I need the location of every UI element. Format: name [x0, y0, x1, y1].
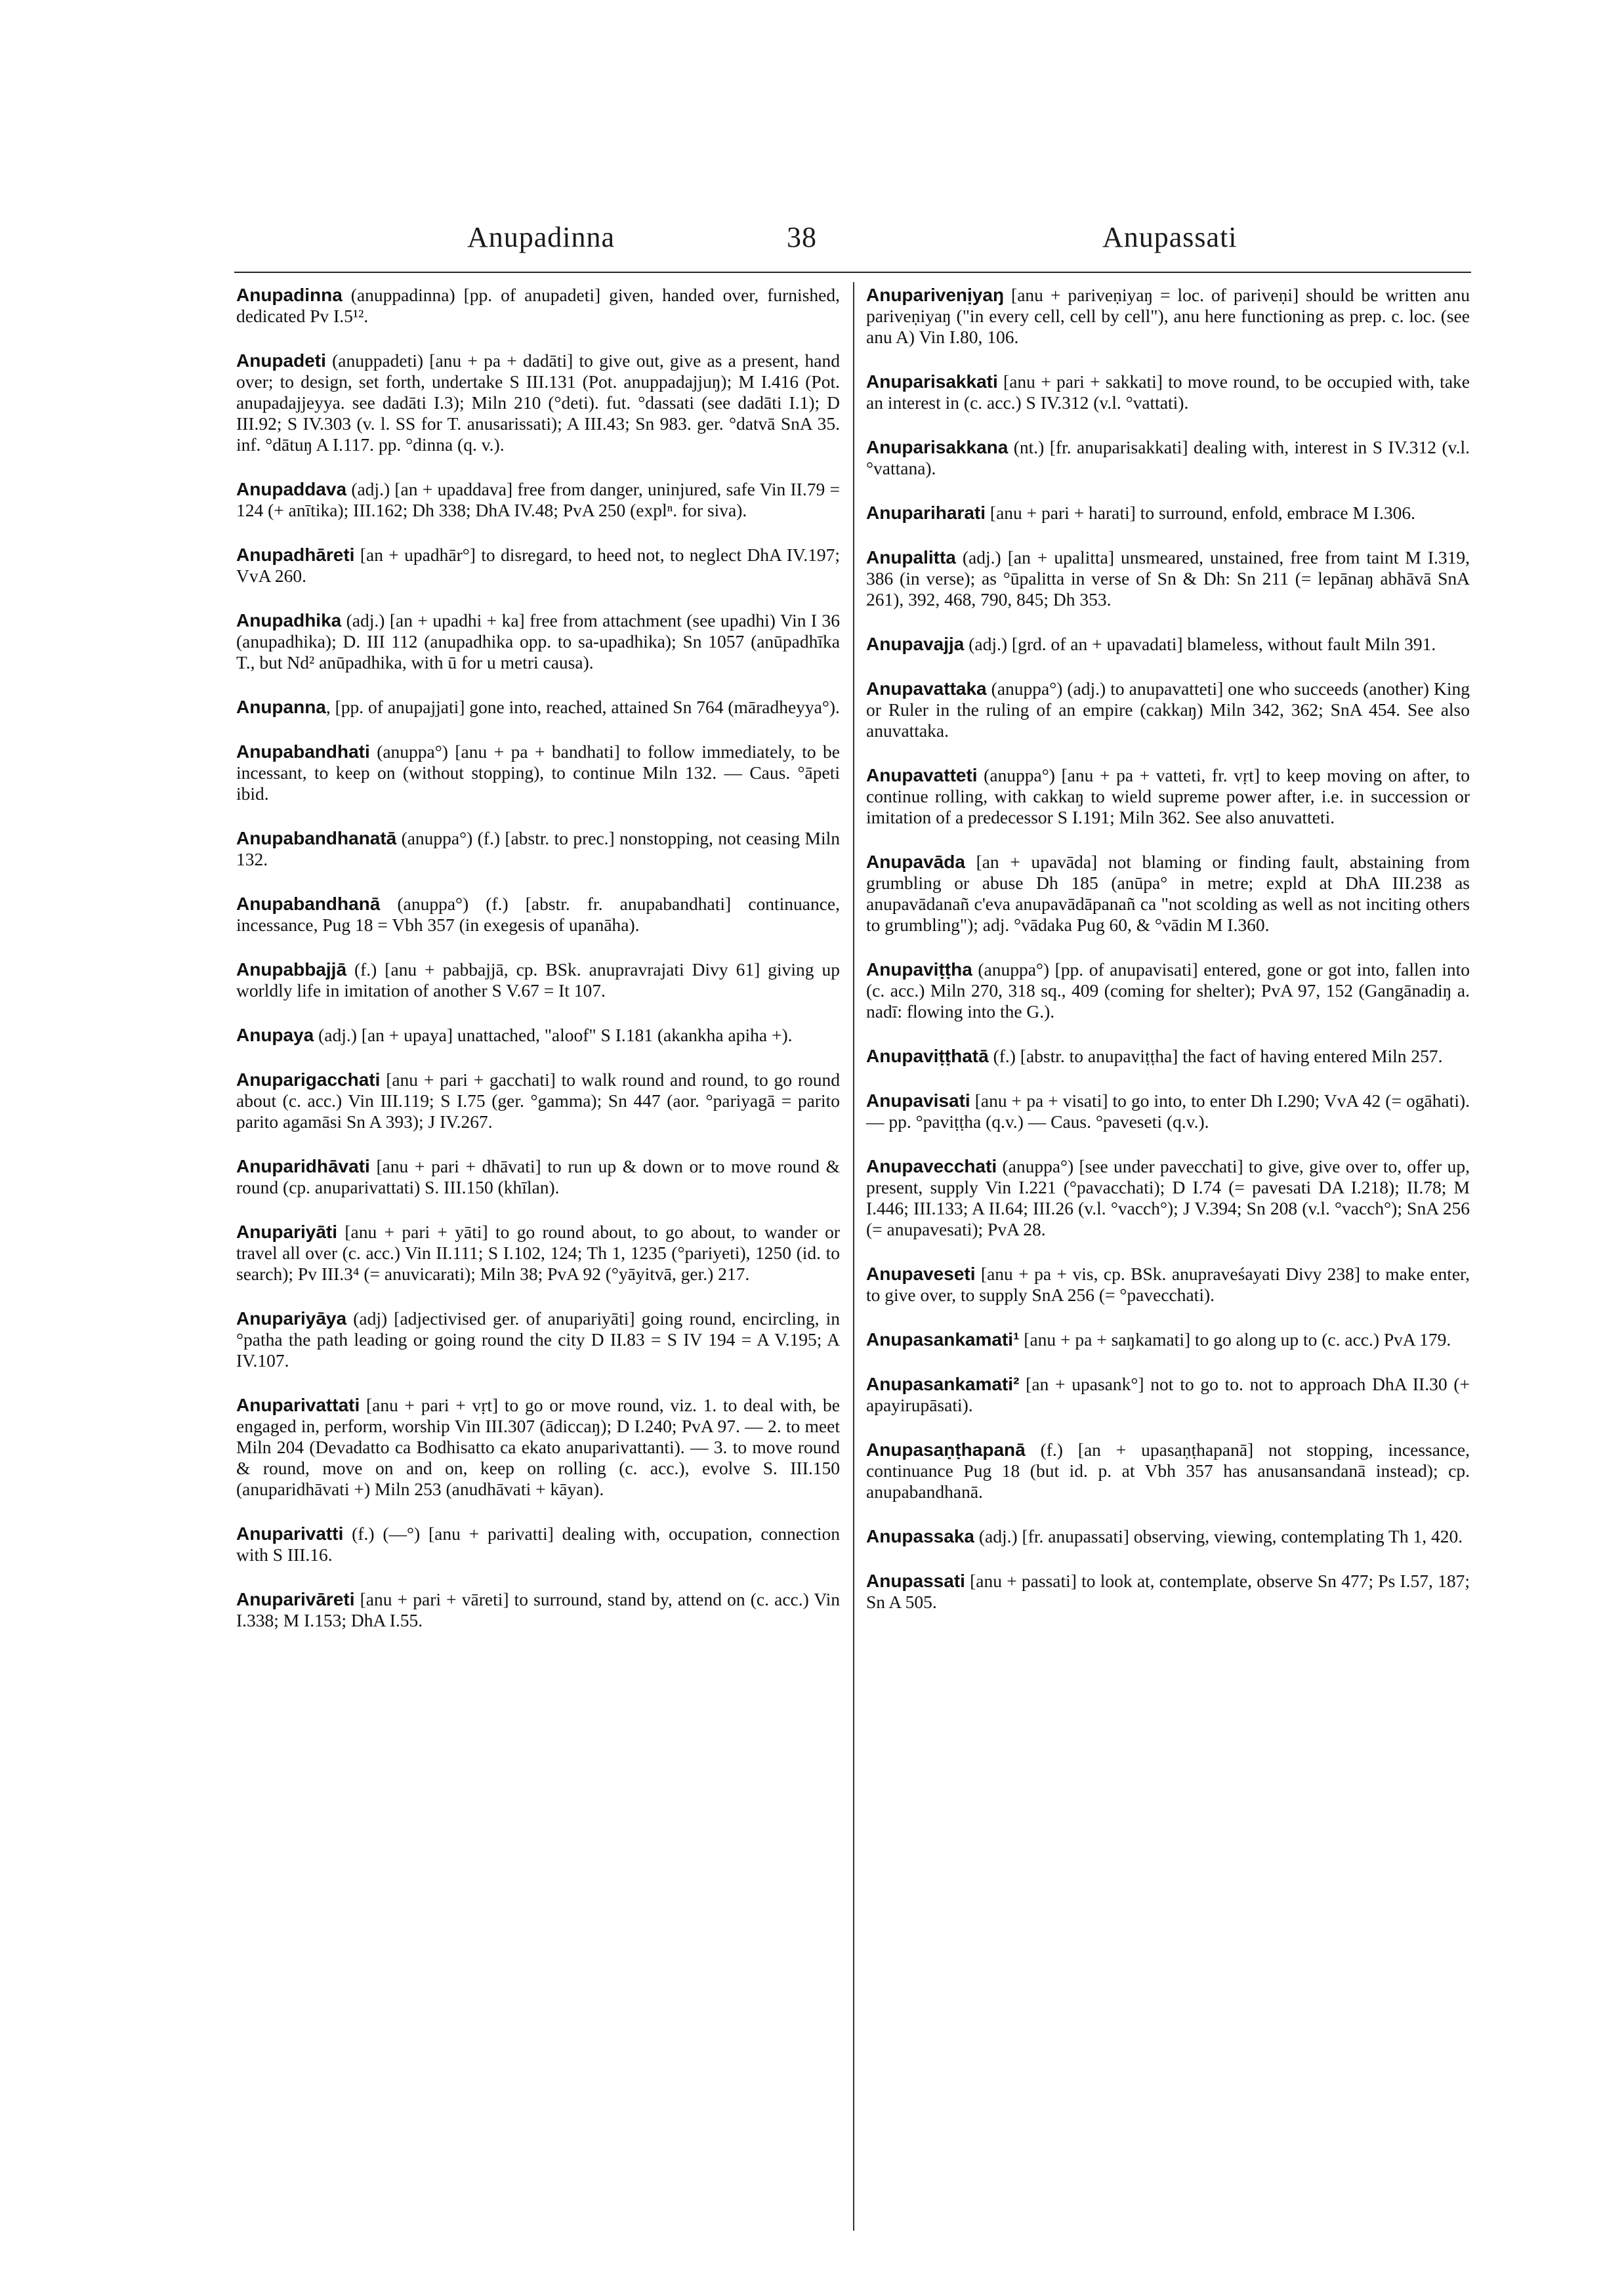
entry-definition: (adj.) [an + upaddava] free from danger, uninjured, safe Vin II.79 = 124 (+ anītika); III.162; Dh 338; DhA IV.48; PvA 250 (explⁿ. for siva). [236, 479, 840, 520]
entry-headword: Anupaviṭṭha [866, 959, 972, 980]
entry-definition: (adj) [adjectivised ger. of anupariyāti] going round, encircling, in °patha the path leading or going round the city D II.83 = S IV 194 = A V.195; A IV.107. [236, 1308, 840, 1371]
dictionary-entry [236, 959, 840, 1001]
entry-headword: Anupavatteti [866, 765, 978, 785]
entry-definition: (adj.) [fr. anupassati] observing, viewing, contemplating Th 1, 420. [974, 1526, 1463, 1546]
entry-definition: , [pp. of anupajjati] gone into, reached, attained Sn 764 (māradheyya°). [325, 697, 840, 717]
dictionary-entry [236, 285, 840, 327]
entry-headword: Anuparivatti [236, 1523, 344, 1544]
entry-definition: (anuppadeti) [anu + pa + dadāti] to give out, give as a present, hand over; to design, set forth, undertake S III.131 (Pot. anuppadajjuŋ); M I.416 (Pot. anupadajjeyya. see dadāti I.3); Miln 210 (°deti). fut. °dassati (see dadāti I.1); D III.92; S IV.303 (v. l. SS for T. anusarissati); A III.43; Sn 983. ger. °datvā SnA 35. inf. °dātuŋ A I.117. pp. °dinna (q. v.). [236, 350, 840, 455]
dictionary-entry [236, 1589, 840, 1631]
entry-definition: [anu + pari + gacchati] to walk round and round, to go round about (c. acc.) Vin III.119; S I.75 (ger. °gamma); Sn 447 (aor. °pariyagā = parito parito agamāsi Sn A 393); J IV.267. [236, 1069, 840, 1132]
entry-headword: Anupasankamati¹ [866, 1329, 1020, 1350]
dictionary-entry [236, 1222, 840, 1285]
column-divider [853, 282, 854, 2231]
right-column [866, 285, 1470, 1636]
entry-headword: Anupasaṇṭhapanā [866, 1439, 1026, 1460]
dictionary-entry [866, 765, 1470, 828]
entry-definition: (f.) [anu + pabbajjā, cp. BSk. anupravrajati Divy 61] giving up worldly life in imitation of another S V.67 = It 107. [236, 959, 840, 1001]
entry-definition: (anuppa°) [anu + pa + vatteti, fr. vṛt] to keep moving on after, to continue rolling, with cakkaŋ to wield supreme power after, i.e. in succession or imitation of a predecessor S I.191; Miln 362. See also anuvatteti. [866, 765, 1470, 827]
running-head-right: Anupassati [1102, 221, 1238, 253]
entry-headword: Anupadhika [236, 610, 342, 631]
entry-definition: [anu + pari + yāti] to go round about, to go about, to wander or travel all over (c. acc.) Vin II.111; S I.102, 124; Th 1, 1235 (°pariyeti), 1250 (id. to search); Pv III.3⁴ (= anuvicarati); Miln 38; PvA 92 (°yāyitvā, ger.) 217. [236, 1222, 840, 1284]
entry-headword: Anupaveseti [866, 1264, 976, 1284]
entry-headword: Anupadhāreti [236, 545, 355, 565]
entry-headword: Anuparivāreti [236, 1589, 355, 1609]
entry-headword: Anuparisakkana [866, 437, 1009, 457]
entry-headword: Anuparivattati [236, 1395, 360, 1415]
entry-headword: Anupassaka [866, 1526, 974, 1546]
dictionary-entry [236, 1523, 840, 1565]
entry-definition: (f.) (—°) [anu + parivatti] dealing with, occupation, connection with S III.16. [236, 1523, 840, 1565]
dictionary-entry [866, 1439, 1470, 1502]
entry-headword: Anupavisati [866, 1090, 970, 1111]
entry-definition: [anu + pa + vis, cp. BSk. anupraveśayati Divy 238] to make enter, to give over, to supply SnA 256 (= °pavecchati). [866, 1264, 1470, 1305]
page-header [234, 220, 1471, 276]
header-rule [234, 272, 1471, 273]
dictionary-entry [236, 1069, 840, 1132]
entry-definition: [an + upavāda] not blaming or finding fault, abstaining from grumbling or abuse Dh 185 (anūpa° in metre; expld at DhA III.238 as anupavādanañ c'eva anupavādāpanañ ca "not scolding as well as not inciting others to grumbling"); adj. °vādaka Pug 60, & °vādin M I.360. [866, 852, 1470, 935]
dictionary-entry [866, 678, 1470, 741]
dictionary-entry [236, 1156, 840, 1198]
entry-definition: (anuppadinna) [pp. of anupadeti] given, handed over, furnished, dedicated Pv I.5¹². [236, 285, 840, 326]
entry-headword: Anupasankamati² [866, 1374, 1020, 1394]
dictionary-entry [866, 1374, 1470, 1416]
entry-headword: Anupaya [236, 1025, 314, 1045]
entry-headword: Anuparigacchati [236, 1069, 381, 1090]
entry-definition: (adj.) [an + upalitta] unsmeared, unstained, free from taint M I.319, 386 (in verse); as °ūpalitta in verse of Sn & Dh: Sn 211 (= lepānaŋ abhāvā SnA 261), 392, 468, 790, 845; Dh 353. [866, 547, 1470, 610]
dictionary-entry [236, 479, 840, 521]
dictionary-entry [236, 350, 840, 455]
entry-headword: Anupavecchati [866, 1156, 997, 1176]
dictionary-entry [866, 1156, 1470, 1240]
entry-definition: [anu + pa + visati] to go into, to enter Dh I.290; VvA 42 (= ogāhati). — pp. °paviṭṭha (q.v.) — Caus. °paveseti (q.v.). [866, 1090, 1470, 1132]
entry-definition: [anu + pariveṇiyaŋ = loc. of pariveṇi] should be written anu pariveṇiyaŋ ("in every cell, cell by cell"), anu here functioning as prep. c. loc. (see anu A) Vin I.80, 106. [866, 285, 1470, 347]
dictionary-entry [866, 1264, 1470, 1306]
entry-headword: Anupariyāya [236, 1308, 347, 1329]
dictionary-entry [866, 437, 1470, 479]
dictionary-entry [236, 1395, 840, 1500]
dictionary-entry [866, 1571, 1470, 1613]
entry-definition: [anu + passati] to look at, contemplate, observe Sn 477; Ps I.57, 187; Sn A 505. [866, 1571, 1470, 1612]
entry-definition: [anu + pa + saŋkamati] to go along up to (c. acc.) PvA 179. [1019, 1329, 1451, 1350]
dictionary-entry [866, 852, 1470, 936]
entry-headword: Anupavāda [866, 852, 965, 872]
entry-headword: Anupadinna [236, 285, 343, 305]
entry-definition: (nt.) [fr. anuparisakkati] dealing with, interest in S IV.312 (v.l. °vattana). [866, 437, 1470, 478]
entry-headword: Anuparisakkati [866, 371, 998, 392]
dictionary-entry [236, 697, 840, 718]
dictionary-entry [236, 1025, 840, 1046]
entry-definition: (adj.) [grd. of an + upavadati] blameless, without fault Miln 391. [964, 634, 1436, 654]
entry-headword: Anupassati [866, 1571, 965, 1591]
entry-definition: (anuppa°) (f.) [abstr. to prec.] nonstopping, not ceasing Miln 132. [236, 828, 840, 869]
entry-headword: Anupavajja [866, 634, 965, 654]
entry-definition: [an + upadhār°] to disregard, to heed not, to neglect DhA IV.197; VvA 260. [236, 545, 840, 586]
entry-headword: Anupabbajjā [236, 959, 347, 980]
entry-definition: [an + upasank°] not to go to. not to approach DhA II.30 (+ apayirupāsati). [866, 1374, 1470, 1415]
dictionary-entry [866, 503, 1470, 524]
dictionary-entry [236, 741, 840, 804]
running-head-left: Anupadinna [467, 221, 615, 253]
entry-headword: Anupavattaka [866, 678, 987, 699]
dictionary-entry [866, 634, 1470, 655]
entry-headword: Anupariyāti [236, 1222, 338, 1242]
entry-definition: (anuppa°) (adj.) to anupavatteti] one who succeeds (another) King or Ruler in the ruling of an empire (cakkaŋ) Miln 342, 362; SnA 454. See also anuvattaka. [866, 678, 1470, 741]
dictionary-entry [236, 828, 840, 870]
entry-definition: (anuppa°) (f.) [abstr. fr. anupabandhati] continuance, incessance, Pug 18 = Vbh 357 (in exegesis of upanāha). [236, 894, 840, 935]
dictionary-entry [866, 1526, 1470, 1547]
dictionary-entry [866, 1090, 1470, 1132]
entry-headword: Anupabandhati [236, 741, 370, 762]
entry-headword: Anupalitta [866, 547, 956, 568]
dictionary-entry [236, 545, 840, 587]
entry-definition: (adj.) [an + upadhi + ka] free from attachment (see upadhi) Vin I 36 (anupadhika); D. III 112 (anupadhika opp. to sa-upadhika); Sn 1057 (anūpadhīka T., but Nd² anūpadhika, with ū for u metri causa). [236, 610, 840, 672]
entry-definition: [anu + pari + dhāvati] to run up & down or to move round & round (cp. anuparivattati) S. III.150 (khīlan). [236, 1156, 840, 1197]
dictionary-entry [866, 1329, 1470, 1350]
dictionary-entry [236, 610, 840, 673]
entry-definition: [anu + pari + vṛt] to go or move round, viz. 1. to deal with, be engaged in, perform, worship Vin III.307 (ādiccaŋ); D I.240; PvA 97. — 2. to meet Miln 204 (Devadatto ca Bodhisatto ca ekato anuparivattanti). — 3. to move round & round, move on and on, keep on rolling (c. acc.), evolve S. III.150 (anuparidhāvati +) Miln 253 (anudhāvati + kāyan). [236, 1395, 840, 1499]
dictionary-entry [866, 285, 1470, 348]
dictionary-entry [866, 371, 1470, 413]
entry-headword: Anupadeti [236, 350, 326, 371]
entry-definition: [anu + pari + sakkati] to move round, to be occupied with, take an interest in (c. acc.) S IV.312 (v.l. °vattati). [866, 371, 1470, 413]
entry-headword: Anuparivenịyaŋ [866, 285, 1005, 305]
page-number: 38 [787, 221, 817, 253]
dictionary-entry [236, 894, 840, 936]
entry-headword: Anupabandhanā [236, 894, 381, 914]
entry-headword: Anupanna [236, 697, 326, 717]
dictionary-entry [866, 547, 1470, 610]
left-column [236, 285, 840, 1655]
dictionary-entry [866, 959, 1470, 1022]
entry-headword: Anupabandhanatā [236, 828, 397, 848]
entry-headword: Anupaddava [236, 479, 347, 499]
entry-headword: Anupaviṭṭhatā [866, 1046, 989, 1066]
entry-definition: (adj.) [an + upaya] unattached, "aloof" S I.181 (akankha apiha +). [314, 1025, 793, 1045]
entry-definition: [anu + pari + harati] to surround, enfold, embrace M I.306. [986, 503, 1415, 523]
entry-headword: Anupariharati [866, 503, 986, 523]
dictionary-entry [866, 1046, 1470, 1067]
entry-definition: [anu + pari + vāreti] to surround, stand by, attend on (c. acc.) Vin I.338; M I.153; DhA I.55. [236, 1589, 840, 1630]
entry-definition: (f.) [abstr. to anupaviṭṭha] the fact of having entered Miln 257. [988, 1046, 1443, 1066]
entry-definition: (anuppa°) [see under pavecchati] to give, give over to, offer up, present, supply Vin I.221 (°pavacchati); D I.74 (= pavesati DA I.218); II.78; M I.446; III.133; A II.64; III.26 (v.l. °vacch°); J V.394; Sn 208 (v.l. °vacch°); SnA 256 (= anupavesati); PvA 28. [866, 1156, 1470, 1239]
entry-definition: (anuppa°) [pp. of anupavisati] entered, gone or got into, fallen into (c. acc.) Miln 270, 318 sq., 409 (coming for shelter); PvA 97, 152 (Gangānadiŋ a. nadī: flowing into the G.). [866, 959, 1470, 1022]
dictionary-entry [236, 1308, 840, 1371]
entry-definition: (anuppa°) [anu + pa + bandhati] to follow immediately, to be incessant, to keep on (without stopping), to continue Miln 132. — Caus. °āpeti ibid. [236, 741, 840, 804]
entry-headword: Anuparidhāvati [236, 1156, 370, 1176]
entry-definition: (f.) [an + upasaṇṭhapanā] not stopping, incessance, continuance Pug 18 (but id. p. at Vbh 357 has anusansandanā instead); cp. anupabandhanā. [866, 1439, 1470, 1502]
